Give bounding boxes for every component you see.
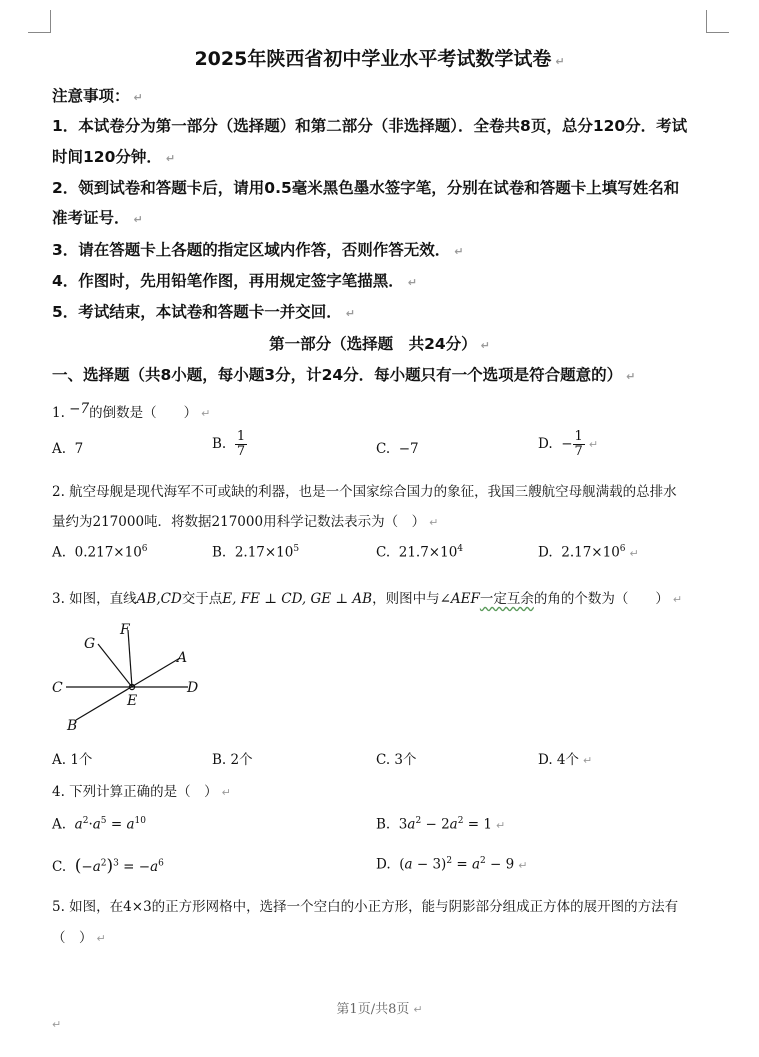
notice-item: 5．考试结束，本试卷和答题卡一并交回． ↵ [52,303,356,321]
label-f: F [120,622,130,638]
q4-option-d[interactable]: D. $(a - 3)^2 = a^2 - 9$ ↵ [376,856,528,873]
notice-item: 2．领到试卷和答题卡后，请用0.5毫米黑色墨水签字笔，分别在试卷和答题卡上填写姓名和 [52,179,680,197]
q2-option-b[interactable]: B. $2.17\times 10^5$ [212,544,300,561]
corner-mark-right [706,10,729,33]
notice-item: 1．本试卷分为第一部分（选择题）和第二部分（非选择题）．全卷共8页，总分120分．考试 [52,117,688,135]
part1-heading: 第一部分（选择题 共24分） ↵ [269,335,490,353]
q4-option-a[interactable]: A. $a^2\cdot a^5 = a^{10}$ [52,816,146,833]
label-b: B [67,718,78,734]
q2-option-d[interactable]: D. $2.17\times 10^6$ ↵ [538,544,639,561]
page-title: 2025年陕西省初中学业水平考试数学试卷 ↵ [194,48,565,70]
question-2-line1: 2. 航空母舰是现代海军不可或缺的利器，也是一个国家综合国力的象征，我国三艘航空母舰满载的总排水 [52,484,677,500]
q4-option-c[interactable]: C. $(-a^2)^3 = -a^6$ [52,856,164,876]
notice-heading: 注意事项： ↵ [52,87,143,105]
line-fe [128,630,132,687]
q1-option-a[interactable]: A. 7 [52,441,84,457]
q2-option-a[interactable]: A. $0.217\times 10^6$ [52,544,148,561]
paragraph-mark: ↵ [52,1018,62,1031]
question-2-line2: 量约为217000吨．将数据217000用科学记数法表示为（ ） ↵ [52,514,439,530]
q3-option-a[interactable]: A. 1个 [52,752,93,768]
label-d: D [187,680,199,696]
question-3: 3. 如图，直线AB,CD交于点E, FE ⊥ CD, GE ⊥ AB，则图中与∠AEF一定互余的角的个数为（ ） ↵ [52,591,683,607]
q3-option-b[interactable]: B. 2个 [212,752,253,768]
label-e: E [127,693,138,709]
q3-figure [50,616,220,736]
q1-option-d[interactable]: D. − $\frac{1}{7}$ ↵ [538,429,599,459]
q2-option-c[interactable]: C. $21.7\times 10^4$ [376,544,464,561]
page-footer: 第1页/共8页 ↵ [336,1002,423,1017]
label-g: G [84,636,96,652]
q3-option-d[interactable]: D. 4个 ↵ [538,752,593,768]
question-4: 4. 下列计算正确的是（ ） ↵ [52,784,231,800]
line-ab [76,658,180,720]
notice-item: 准考证号． ↵ [52,209,143,227]
section1-heading: 一、选择题（共8小题，每小题3分，计24分．每小题只有一个选项是符合题意的） ↵ [52,366,636,384]
question-5-line2: （ ） ↵ [52,930,106,946]
q3-option-c[interactable]: C. 3个 [376,752,417,768]
corner-mark-left [28,10,51,33]
line-ge [98,644,132,687]
notice-item: 3．请在答题卡上各题的指定区域内作答，否则作答无效． ↵ [52,241,464,259]
q4-option-b[interactable]: B. $3a^2 - 2a^2 = 1$ ↵ [376,816,506,833]
q1-option-b[interactable]: B. $\frac{1}{7}$ [212,429,246,459]
label-a: A [177,650,188,666]
question-5-line1: 5. 如图，在4×3的正方形网格中，选择一个空白的小正方形，能与阴影部分组成正方体的展开图的方法有 [52,899,679,915]
notice-item: 时间120分钟． ↵ [52,148,176,166]
q1-option-c[interactable]: C. −7 [376,441,419,457]
label-c: C [52,680,63,696]
notice-item: 4．作图时，先用铅笔作图，再用规定签字笔描黑． ↵ [52,272,418,290]
question-1: 1. −7的倒数是（ ） ↵ [52,401,211,421]
